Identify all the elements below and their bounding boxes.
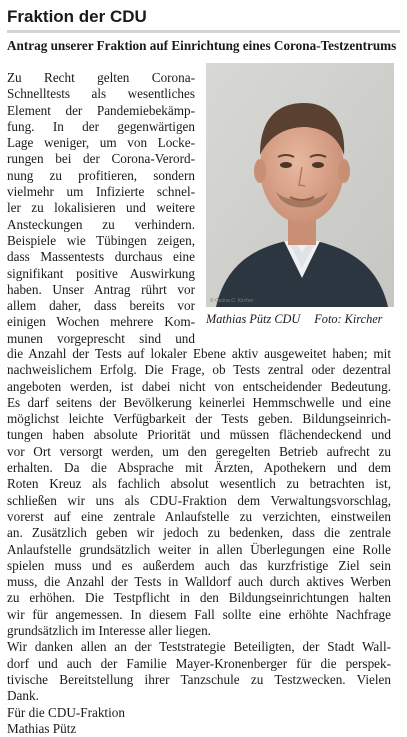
intro-line: Ansteckungen zu verhindern.	[7, 216, 195, 232]
intro-line: Lage weniger, um von Locke-	[7, 135, 195, 151]
body-line: tivische Bereitstellung ihrer Tanzschule zu Testzwecken. Vielen	[7, 671, 391, 687]
body-line: zu erhöhen. Die Testpflicht in den Bildungseinrichtungen halten	[7, 590, 391, 606]
caption-name: Mathias Pütz CDU	[206, 312, 301, 326]
intro-line: Schnelltests als wesentliches	[7, 86, 195, 102]
portrait-photo	[206, 63, 394, 307]
intro-line: munen vorgeprescht sind und	[7, 330, 195, 346]
intro-line: signifikant positive Auswirkung	[7, 265, 195, 281]
body-line: möglichst leichte Verfügbarkeit der Tests geben. Bildungseinrich-	[7, 411, 391, 427]
body-line: an. Zusätzlich geben wir jedoch zu bedenken, dass die zentrale	[7, 525, 391, 541]
article-headline: Antrag unserer Fraktion auf Einrichtung eines Corona-Testzentrums	[7, 38, 397, 53]
section-divider	[7, 30, 400, 33]
intro-line: dass Massentests durchaus eine	[7, 249, 195, 265]
body-line: nachweislichem Erfolg. Die Frage, ob Tests zentral oder dezentral	[7, 362, 391, 378]
intro-line: rungen bei der Corona-Verord-	[7, 151, 195, 167]
article-body	[7, 346, 391, 737]
article-intro-column	[7, 70, 195, 347]
body-line: tungen haben absolute Priorität und müssen flächendeckend und	[7, 427, 391, 443]
intro-line: nung zu profitieren, sondern	[7, 167, 195, 183]
intro-line: Beispiele wie Tübingen zeigen,	[7, 232, 195, 248]
body-line: Mathias Pütz	[7, 720, 77, 736]
caption-credit: Foto: Kircher	[314, 312, 383, 326]
body-line: Wir danken allen an der Teststrategie Beteiligten, der Stadt Wall-	[7, 639, 391, 655]
body-line: dorf und auch der Familie Mayer-Kronenberger für die perspek-	[7, 655, 391, 671]
body-line: spielen muss und es außerdem auch das kurzfristige Ziel sein	[7, 557, 391, 573]
intro-line: fung. In der gegenwärtigen	[7, 118, 195, 134]
body-line: erhalten. Da die Absprache mit Ärzten, Apothekern und dem	[7, 460, 391, 476]
body-line: Dank.	[7, 688, 39, 704]
photo-caption	[206, 312, 396, 327]
intro-line: ler zu lokalisieren und weitere	[7, 200, 195, 216]
intro-line: haben. Unser Antrag rührt vor	[7, 281, 195, 297]
intro-line: Element der Pandemiebekämp-	[7, 102, 195, 118]
body-line: vor Ort versorgt werden, um den geregelten Betrieb aufrecht zu	[7, 443, 391, 459]
intro-line: Zu Recht gelten Corona-	[7, 70, 195, 85]
body-line: die Anzahl der Tests auf lokaler Ebene aktiv ausgeweitet haben; mit	[7, 346, 391, 361]
body-line: Roten Kreuz als fachlich absolut wesentlich zu betrachten ist,	[7, 476, 391, 492]
body-line: grundsätzlich im Interesse aller liegen.	[7, 623, 211, 639]
body-line: muss, die Anzahl der Tests in Walldorf auch durch aktives Werben	[7, 574, 391, 590]
body-line: Anlaufstelle grundsätzlich weiter in allen Überlegungen eine Rolle	[7, 541, 391, 557]
portrait-illustration	[206, 63, 394, 307]
body-line: wir für angemessen. In diesem Fall sollte eine erhöhte Nachfrage	[7, 606, 391, 622]
body-line: Es darf seitens der Bevölkerung keinerlei Hemmschwelle und eine	[7, 394, 391, 410]
intro-line: vielmehr um Infizierte schnel-	[7, 184, 195, 200]
body-line: angeboten werden, ist dabei nicht von entscheidender Bedeutung.	[7, 378, 391, 394]
intro-line: allem daher, dass bereits vor	[7, 298, 195, 314]
body-line: schließen wir uns als CDU-Fraktion dem Verwaltungsvorschlag,	[7, 492, 391, 508]
body-line: Für die CDU-Fraktion	[7, 704, 125, 720]
body-line: vorerst auf eine zentrale Anlaufstelle zu verzichten, einstweilen	[7, 508, 391, 524]
section-title: Fraktion der CDU	[7, 7, 147, 26]
photo-credit-overlay: © Carina C. Kircher	[210, 298, 254, 304]
intro-line: einigen Wochen mehrere Kom-	[7, 314, 195, 330]
